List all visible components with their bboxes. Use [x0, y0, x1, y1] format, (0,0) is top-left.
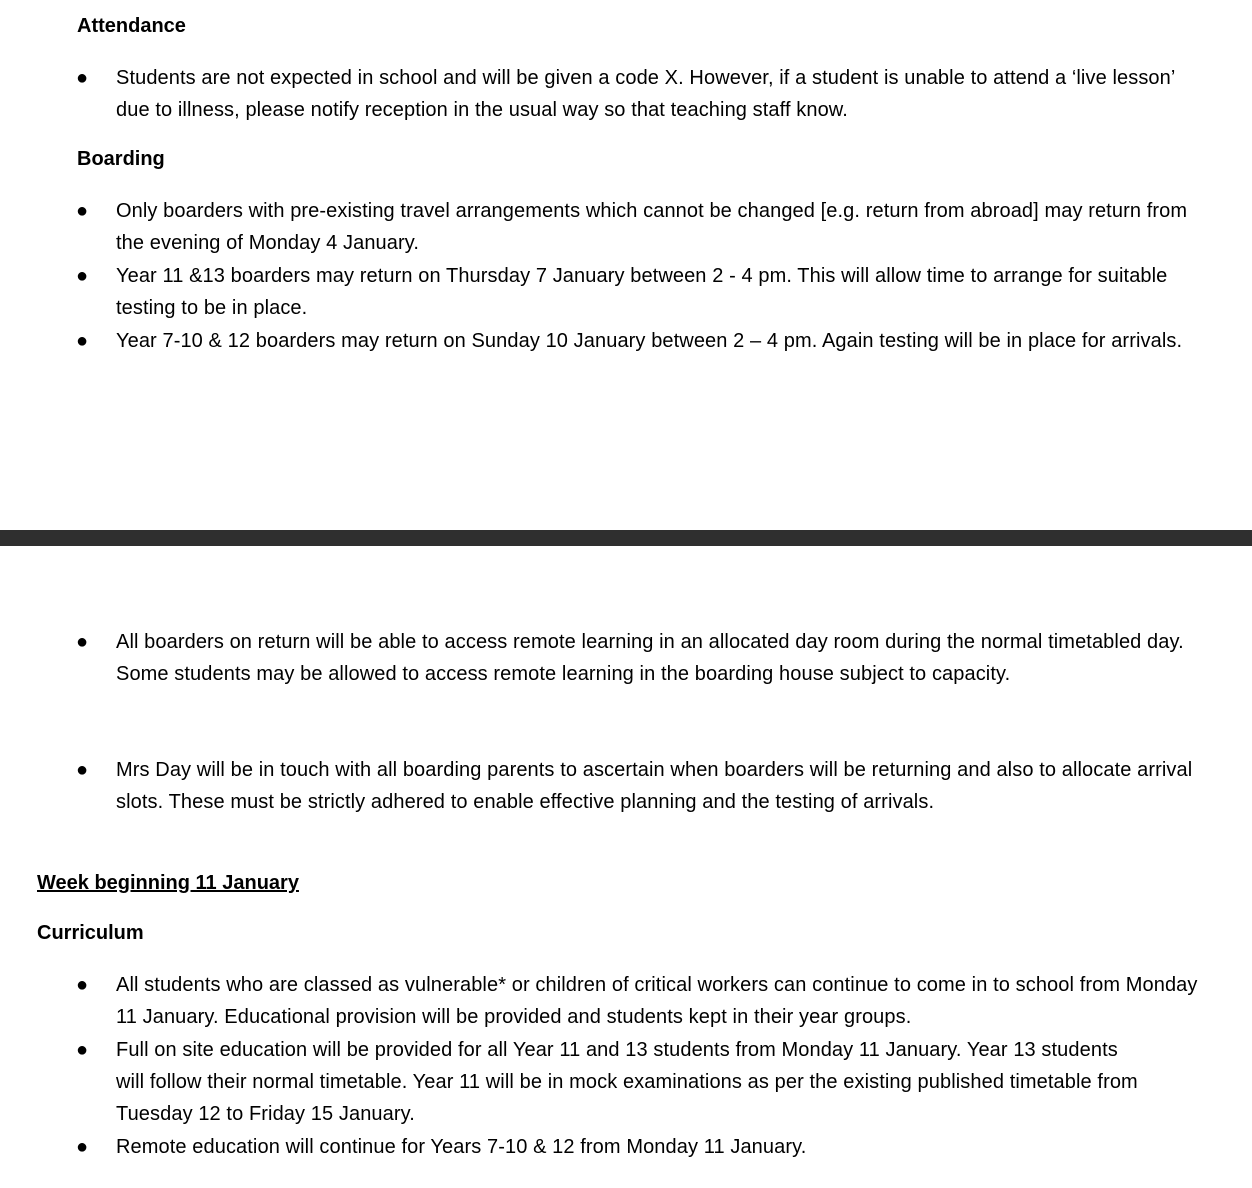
list-item-text: Students are not expected in school and will be given a code X. However, if a student is unable to attend a ‘live lesson’ due to illness, please notify reception in the usual way so that teaching staff know. — [116, 67, 1175, 121]
attendance-heading: Attendance — [77, 15, 186, 37]
bullet-icon: ● — [76, 1136, 89, 1158]
bullet-icon: ● — [76, 759, 89, 781]
list-item — [0, 195, 1252, 259]
list-item — [0, 62, 1252, 126]
bullet-icon: ● — [76, 200, 89, 222]
list-item-text: Remote education will continue for Years 7-10 & 12 from Monday 11 January. — [116, 1136, 807, 1158]
bullet-icon: ● — [76, 631, 89, 653]
list-item-text: All boarders on return will be able to access remote learning in an allocated day room during the normal timetabled day. Some students may be allowed to access remote learning in the boarding house subject to capacity. — [116, 631, 1184, 685]
document-page-bottom — [0, 546, 1252, 1188]
list-item-text: Year 7-10 & 12 boarders may return on Sunday 10 January between 2 – 4 pm. Again testing will be in place for arrivals. — [116, 330, 1183, 352]
bullet-icon: ● — [76, 1039, 89, 1061]
list-item-text: Year 11 &13 boarders may return on Thursday 7 January between 2 - 4 pm. This will allow time to arrange for suitable testing to be in place. — [116, 265, 1168, 319]
bullet-icon: ● — [76, 330, 89, 352]
week-beginning-heading: Week beginning 11 January — [37, 872, 299, 894]
list-item — [0, 1131, 1252, 1163]
list-item-text: All students who are classed as vulnerable* or children of critical workers can continue to come in to school from Monday 11 January. Educational provision will be provided and students kept in their year groups. — [116, 974, 1198, 1028]
list-item — [0, 1034, 1252, 1130]
list-item — [0, 260, 1252, 324]
page-break-divider — [0, 530, 1252, 546]
list-item-text: Only boarders with pre-existing travel arrangements which cannot be changed [e.g. return from abroad] may return from the evening of Monday 4 January. — [116, 200, 1188, 254]
boarding-heading: Boarding — [77, 148, 165, 170]
list-item — [0, 969, 1252, 1033]
document-page-top — [0, 0, 1252, 530]
list-item-text: Full on site education will be provided for all Year 11 and 13 students from Monday 11 January. Year 13 students will follow their normal timetable. Year 11 will be in mock examinations as per the existing published timetable from Tuesday 12 to Friday 15 January. — [116, 1039, 1138, 1125]
list-item-text: Mrs Day will be in touch with all boarding parents to ascertain when boarders will be returning and also to allocate arrival slots. These must be strictly adhered to enable effective planning and the testing of arrivals. — [116, 759, 1193, 813]
list-item — [0, 626, 1252, 722]
list-item — [0, 325, 1252, 389]
bullet-icon: ● — [76, 974, 89, 996]
bullet-icon: ● — [76, 67, 89, 89]
curriculum-heading: Curriculum — [37, 922, 144, 944]
list-item — [0, 754, 1252, 818]
bullet-icon: ● — [76, 265, 89, 287]
